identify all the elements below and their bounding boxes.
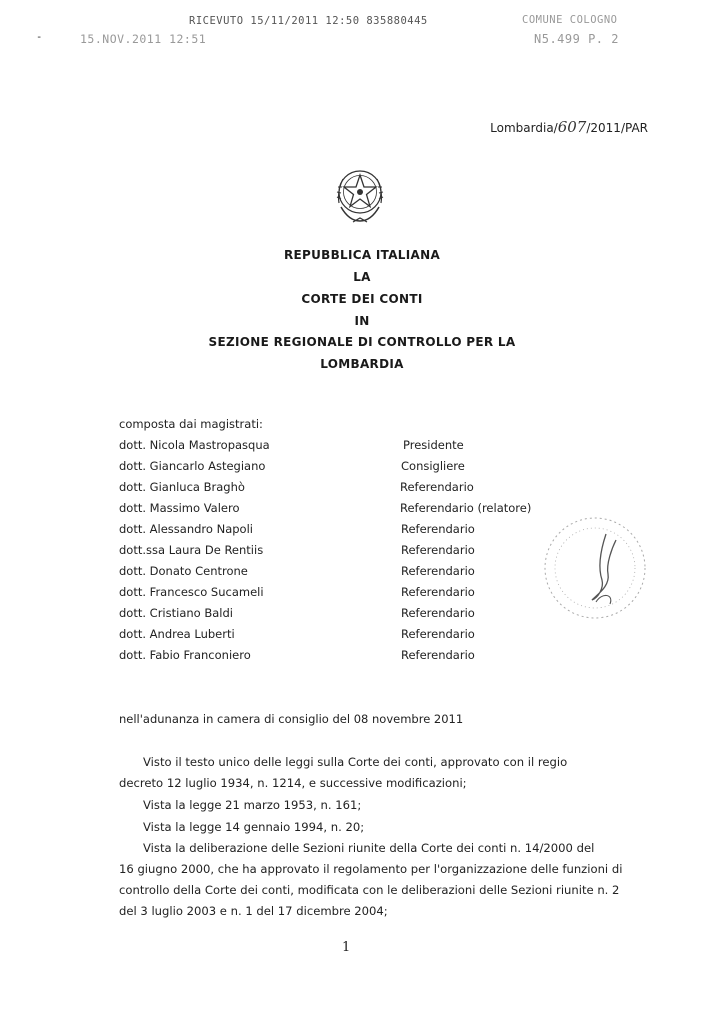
fax-received-line: RICEVUTO 15/11/2011 12:50 835880445: [189, 15, 428, 27]
composition-intro: composta dai magistrati:: [119, 417, 263, 431]
consideration-2: Vista la legge 21 marzo 1953, n. 161;: [143, 798, 362, 812]
magistrate-name: dott. Cristiano Baldi: [119, 606, 233, 620]
meeting-date: nell'adunanza in camera di consiglio del 08 novembre 2011: [119, 712, 464, 726]
reference-number-handwritten: 607: [557, 118, 587, 136]
reference-suffix: /2011/PAR: [586, 121, 648, 135]
magistrate-role: Referendario: [401, 564, 475, 578]
magistrate-name: dott.ssa Laura De Rentiis: [119, 543, 264, 557]
consideration-3: Vista la legge 14 gennaio 1994, n. 20;: [143, 820, 365, 834]
fax-received-stamp: 15.NOV.2011 12:51: [80, 32, 207, 46]
magistrate-role: Presidente: [403, 438, 464, 452]
magistrate-name: dott. Gianluca Braghò: [119, 480, 245, 494]
magistrate-name: dott. Francesco Sucameli: [119, 585, 264, 599]
consideration-4-line-1: Vista la deliberazione delle Sezioni riunite della Corte dei conti n. 14/2000 del: [143, 841, 595, 855]
heading-court: CORTE DEI CONTI: [301, 292, 423, 306]
reference-prefix: Lombardia/: [490, 121, 558, 135]
heading-republic: REPUBBLICA ITALIANA: [283, 248, 441, 262]
fax-comune-code: N5.499 P. 2: [534, 32, 619, 46]
magistrate-name: dott. Giancarlo Astegiano: [119, 459, 266, 473]
page-number: 1: [342, 940, 351, 955]
fax-comune-name: COMUNE COLOGNO: [522, 14, 618, 26]
magistrate-name: dott. Nicola Mastropasqua: [119, 438, 270, 452]
magistrate-role: Referendario: [400, 480, 474, 494]
heading-region: LOMBARDIA: [320, 357, 404, 371]
magistrate-name: dott. Alessandro Napoli: [119, 522, 253, 536]
magistrate-role: Referendario: [401, 648, 475, 662]
magistrate-role: Referendario: [401, 543, 475, 557]
magistrate-role: Referendario: [401, 522, 475, 536]
heading-section: SEZIONE REGIONALE DI CONTROLLO PER LA: [208, 335, 516, 349]
magistrate-role: Referendario: [401, 585, 475, 599]
consideration-1-line-2: decreto 12 luglio 1934, n. 1214, e successive modificazioni;: [119, 776, 467, 790]
magistrate-role: Referendario: [401, 606, 475, 620]
magistrate-role: Consigliere: [401, 459, 465, 473]
consideration-1-line-1: Visto il testo unico delle leggi sulla Corte dei conti, approvato con il regio: [143, 755, 568, 769]
consideration-4-line-4: del 3 luglio 2003 e n. 1 del 17 dicembre 2004;: [119, 904, 388, 918]
office-seal-icon: [540, 512, 650, 624]
italian-republic-emblem-icon: [331, 163, 389, 227]
consideration-4-line-2: 16 giugno 2000, che ha approvato il regolamento per l'organizzazione delle funzioni di: [119, 862, 623, 876]
magistrate-name: dott. Donato Centrone: [119, 564, 248, 578]
heading-in: IN: [354, 314, 370, 328]
consideration-4-line-3: controllo della Corte dei conti, modificata con le deliberazioni delle Sezioni riunite n. 2: [119, 883, 620, 897]
magistrate-role: Referendario (relatore): [400, 501, 532, 515]
protocol-reference: [490, 118, 648, 136]
magistrate-name: dott. Fabio Franconiero: [119, 648, 251, 662]
heading-la: LA: [353, 270, 371, 284]
magistrate-name: dott. Andrea Luberti: [119, 627, 235, 641]
fax-mark: -: [36, 31, 43, 43]
magistrate-role: Referendario: [401, 627, 475, 641]
magistrate-name: dott. Massimo Valero: [119, 501, 240, 515]
